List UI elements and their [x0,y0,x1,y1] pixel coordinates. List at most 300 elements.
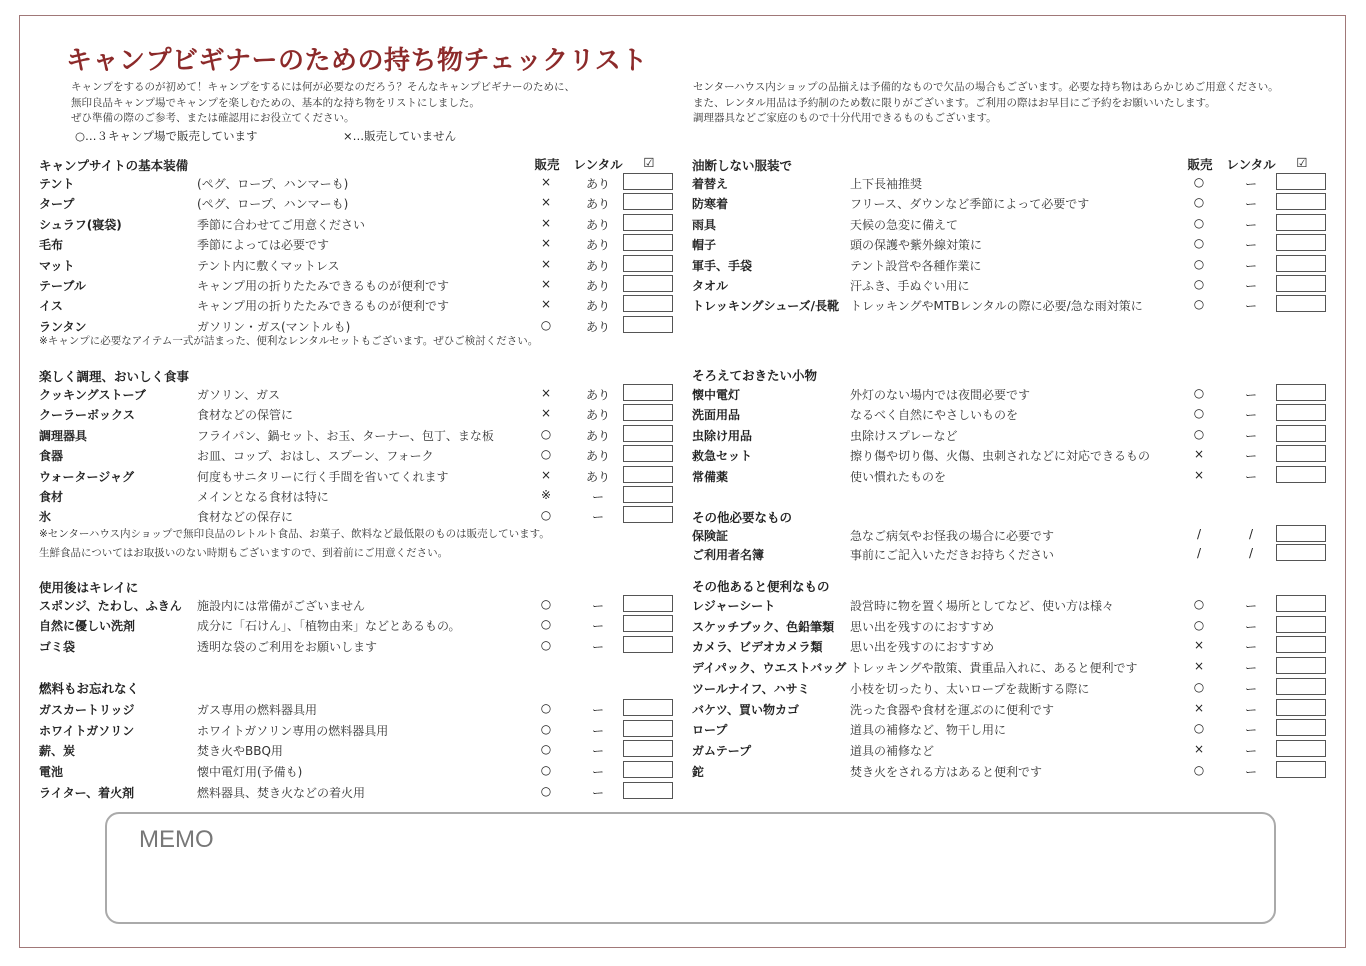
item-name: バケツ、買い物カゴ [692,702,800,717]
rental-status: ー [1244,197,1257,212]
item-description: フライパン、鍋セット、お玉、ターナー、包丁、まな板 [197,428,494,443]
item-name: ガスカートリッジ [39,703,135,717]
item-name: デイパック、ウエストバッグ [692,661,847,676]
check-box[interactable] [1276,544,1326,561]
sold-mark: / [1196,545,1202,560]
check-box[interactable] [623,316,673,333]
rental-status: ー [1244,258,1257,273]
sold-mark: × [540,277,552,291]
rental-status: ー [1244,723,1257,738]
checklist-row [39,595,679,615]
sold-mark: × [540,215,552,230]
rental-status: あり [585,197,610,212]
item-name: レジャーシート [692,599,776,613]
item-description: キャンプ用の折りたたみできるものが便利です [197,299,450,314]
item-description: トレッキングや散策、貴重品入れに、あると便利です [850,661,1138,676]
sold-mark: × [540,256,552,271]
intro-line: また、レンタル用品は予約制のため数に限りがございます。ご利用の際はお早目にご予約をお願いいたします。 [693,96,1216,109]
item-description: 事前にご記入いただきお持ちください [850,547,1055,562]
check-box[interactable] [1276,657,1326,674]
section-note: ※センターハウス内ショップで無印良品のレトルト食品、お菓子、飲料など最低限のものは販売しています。 [39,528,550,540]
item-description: 焚き火やBBQ用 [197,744,283,759]
checklist-row [692,193,1332,213]
check-box[interactable] [1276,525,1326,542]
item-name: クッキングストーブ [39,388,146,402]
check-box[interactable] [623,761,673,778]
item-name: イス [39,299,63,314]
check-box[interactable] [623,615,673,632]
rental-status: ー [1244,661,1257,676]
item-description: 食材などの保管に [197,408,294,423]
sold-mark: ○ [540,701,552,715]
rental-status: あり [585,469,610,484]
sold-mark: ○ [540,617,552,632]
rental-status: ー [1244,238,1257,253]
checklist-row [692,544,1332,564]
checklist-row [39,255,679,275]
sold-mark: ○ [540,742,552,757]
rental-status: ー [1244,640,1257,655]
item-name: スポンジ、たわし、ふきん [39,599,182,613]
rental-status: ー [1244,764,1257,779]
check-box[interactable] [623,384,673,401]
checklist-row [39,720,679,740]
item-description: なるべく自然にやさしいものを [850,408,1019,423]
checklist-row [39,506,679,526]
sold-mark: × [540,297,552,312]
item-description: 天候の急変に備えて [850,217,959,232]
intro-line: センターハウス内ショップの品揃えは予備的なもので欠品の場合もございます。必要な持ち物はあらかじめご用意ください。 [693,81,1279,93]
item-name: 着替え [692,177,729,191]
checklist-row [39,404,679,424]
rental-status: ー [1244,702,1257,717]
check-box[interactable] [1276,193,1326,210]
rental-status: ー [1244,428,1257,443]
check-box[interactable] [623,214,673,231]
item-name: テーブル [39,279,86,293]
sold-mark: × [540,195,552,210]
memo-label: MEMO [139,826,214,853]
sold-mark: × [1193,638,1205,653]
section-title: その他必要なもの [692,510,793,525]
check-box[interactable] [1276,740,1326,757]
item-description: 虫除けスプレーなど [850,428,958,443]
intro-left [71,80,575,127]
checklist-row [39,636,679,656]
item-name: 保険証 [692,529,729,543]
item-name: マット [39,258,75,273]
sold-mark: ○ [540,447,552,462]
checklist-row [692,214,1332,234]
rental-status: ー [1244,279,1257,293]
checklist-row [692,295,1332,315]
rental-status: あり [585,238,610,253]
rental-status: ー [591,619,604,634]
checklist-row [692,616,1332,636]
rental-status: あり [585,428,610,443]
checklist-row [692,719,1332,739]
item-description: (ペグ、ロープ、ハンマーも) [197,197,349,212]
item-description: テント設営や各種作業に [850,258,982,273]
sold-mark: ○ [540,597,552,611]
header-check: ☑ [1296,155,1308,170]
item-description: 施設内には常備がございません [197,599,366,613]
check-box[interactable] [623,275,673,292]
rental-status: ー [591,510,604,525]
check-box[interactable] [1276,173,1326,190]
item-name: タープ [39,197,75,212]
sold-mark: ○ [540,508,552,523]
item-description: 頭の保護や紫外線対策に [850,238,983,253]
check-box[interactable] [623,595,673,612]
rental-status: ー [1244,619,1257,634]
checklist-row [692,234,1332,254]
check-box[interactable] [623,234,673,251]
item-description: (ペグ、ロープ、ハンマーも) [197,177,349,191]
checklist-row [39,699,679,719]
sold-mark: ○ [1193,277,1205,291]
section-title: 使用後はキレイに [39,580,139,595]
sold-mark: ○ [1193,215,1205,230]
check-box[interactable] [1276,719,1326,736]
item-name: 軍手、手袋 [692,258,753,273]
rental-status: あり [585,388,610,402]
sold-mark: ○ [1193,256,1205,271]
section-title: その他あると便利なもの [692,579,830,594]
checklist-row [39,193,679,213]
rental-status: ー [591,490,604,504]
section-note: 生鮮食品についてはお取扱いのない時期もございますので、到着前にご用意ください。 [39,547,449,559]
item-description: 何度もサニタリーに行く手間を省いてくれます [197,469,449,484]
rental-status: ー [591,744,604,759]
item-description: 汗ふき、手ぬぐい用に [850,279,970,293]
check-box[interactable] [623,445,673,462]
section-title: 燃料もお忘れなく [39,681,140,696]
checklist-row [39,782,679,802]
page-title: キャンプビギナーのための持ち物チェックリスト [66,46,648,76]
rental-status: ー [1244,469,1257,484]
memo-box[interactable] [105,812,1276,924]
item-name: 調理器具 [39,428,88,443]
rental-status: ー [1244,217,1257,232]
item-description: 小枝を切ったり、太いロープを裁断する際に [850,681,1090,696]
check-box[interactable] [623,193,673,210]
item-description: 思い出を残すのにおすすめ [850,619,995,634]
check-box[interactable] [1276,445,1326,462]
item-description: 設営時に物を置く場所としてなど、使い方は様々 [850,599,1115,613]
item-name: 電池 [39,765,64,780]
sold-mark: ○ [1193,617,1205,632]
item-name: 薪、炭 [39,744,76,759]
checklist-row [692,445,1332,465]
sold-mark: ○ [540,317,552,332]
rental-status: あり [585,408,610,423]
sold-mark: ○ [1193,175,1205,189]
sold-mark: ○ [1193,297,1205,312]
sold-mark: ○ [540,637,552,652]
check-box[interactable] [623,636,673,653]
sold-mark: ○ [540,721,552,736]
check-box[interactable] [1276,425,1326,442]
rental-status: ー [1244,177,1257,191]
check-box[interactable] [1276,466,1326,483]
header-sold: 販売 [1187,157,1213,172]
item-name: 鉈 [692,764,705,779]
check-box[interactable] [623,404,673,421]
item-name: ウォータージャグ [39,469,135,484]
intro-line: キャンプをするのが初めて！キャンプをするには何が必要なのだろう？そんなキャンプビギナーのために、 [71,81,575,93]
check-box[interactable] [1276,214,1326,231]
rental-status: あり [585,258,610,273]
item-name: タオル [692,279,729,293]
header-rental: レンタル [1226,157,1276,172]
sold-mark: × [1193,447,1205,462]
sold-mark: × [540,386,552,400]
item-name: ホワイトガソリン [39,723,135,738]
check-box[interactable] [623,466,673,483]
checklist-row [692,275,1332,295]
sold-mark: ○ [1193,721,1205,736]
sold-mark: / [1196,527,1202,541]
item-name: ランタン [39,319,87,334]
item-name: 食器 [39,449,64,464]
item-name: 氷 [39,510,52,525]
item-description: 食材などの保存に [197,510,294,525]
item-name: 帽子 [692,238,717,253]
rental-status: あり [585,177,610,191]
item-name: 救急セット [692,449,753,464]
rental-status: ー [1244,388,1257,402]
check-box[interactable] [1276,234,1326,251]
checklist-row [692,595,1332,615]
item-description: 季節に合わせてご用意ください [197,217,366,232]
check-box[interactable] [623,720,673,737]
sold-mark: × [1193,700,1205,715]
checklist-row [39,615,679,635]
item-description: ガソリン・ガス(マントルも) [197,319,351,334]
sold-mark: ○ [1193,426,1205,441]
rental-status: あり [585,449,610,464]
check-box[interactable] [1276,275,1326,292]
check-box[interactable] [623,740,673,757]
rental-status: / [1248,527,1254,541]
intro-line: ぜひ準備の際のご参考、または確認用にお役立てください。 [71,112,355,124]
item-name: ツールナイフ、ハサミ [692,681,810,696]
sold-mark: ○ [1193,762,1205,777]
checklist-row [692,466,1332,486]
sold-mark: × [1193,741,1205,756]
rental-status: ー [591,723,604,738]
sold-mark: × [540,467,552,482]
legend-not-sold: ×…販売していません [343,129,457,143]
rental-status: ー [591,785,604,800]
check-box[interactable] [623,782,673,799]
rental-status: あり [585,217,610,232]
item-description: ホワイトガソリン専用の燃料器具用 [197,723,389,738]
check-box[interactable] [1276,699,1326,716]
rental-status: ー [591,639,604,654]
item-description: 焚き火をされる方はあると便利です [850,764,1043,779]
item-description: 上下長袖推奨 [850,177,923,191]
checklist-row [39,761,679,781]
item-description: フリース、ダウンなど季節によって必要です [850,197,1090,212]
checklist-row [39,445,679,465]
item-description: 道具の補修など [850,743,935,758]
item-name: 懐中電灯 [692,388,741,402]
rental-status: ー [1244,681,1257,696]
item-name: 防寒着 [692,197,729,212]
sold-mark: ○ [1193,597,1205,611]
item-description: メインとなる食材は特に [197,490,329,504]
sold-mark: ○ [1193,236,1205,251]
item-name: 虫除け用品 [692,428,753,443]
sold-mark: × [540,406,552,421]
rental-status: ー [591,703,604,717]
item-description: 外灯のない場内では夜間必要です [850,388,1031,402]
item-name: カメラ、ビデオカメラ類 [692,640,823,655]
check-box[interactable] [623,173,673,190]
item-description: 思い出を残すのにおすすめ [850,640,995,655]
item-name: クーラーボックス [39,408,135,423]
header-sold: 販売 [534,157,560,172]
section-title: 楽しく調理、おいしく食事 [39,369,190,384]
item-description: 急なご病気やお怪我の場合に必要です [850,529,1055,543]
checklist-row [39,486,679,506]
item-name: トレッキングシューズ/長靴 [692,299,840,314]
intro-line: 調理器具などご家庭のもので十分代用できるものもございます。 [693,112,997,124]
item-name: 常備薬 [692,469,729,484]
check-box[interactable] [623,486,673,503]
item-description: 洗った食器や食材を運ぶのに便利です [850,702,1055,717]
sold-mark: ○ [540,426,552,441]
checklist-row [692,404,1332,424]
item-name: 洗面用品 [692,408,741,423]
check-box[interactable] [623,506,673,523]
item-name: ガムテープ [692,743,752,758]
legend-sold: ○…３キャンプ場で販売しています [75,129,258,143]
item-name: ゴミ袋 [39,639,76,654]
sold-mark: ○ [540,763,552,778]
check-box[interactable] [1276,616,1326,633]
item-name: 雨具 [692,217,717,232]
rental-status: あり [585,319,610,334]
sold-mark: × [540,236,552,251]
item-description: ガソリン、ガス [197,388,281,402]
check-box[interactable] [623,295,673,312]
item-description: 成分に「石けん」、「植物由来」などとあるもの。 [197,619,461,634]
item-description: 道具の補修など、物干し用に [850,723,1007,738]
item-description: 燃料器具、焚き火などの着火用 [197,785,366,800]
item-description: 使い慣れたものを [850,469,947,484]
sold-mark: ○ [1193,386,1205,400]
checklist-row [692,740,1332,760]
rental-status: ー [1244,449,1257,464]
intro-right [693,80,1279,127]
checklist-row [39,384,679,404]
rental-status: ー [591,765,604,780]
item-name: スケッチブック、色鉛筆類 [692,619,835,634]
sold-mark: × [1193,659,1205,674]
item-name: シュラフ(寝袋) [39,217,122,232]
checklist-row [692,636,1332,656]
rental-status: あり [585,299,610,314]
checklist-row [39,275,679,295]
check-box[interactable] [1276,295,1326,312]
check-box[interactable] [623,699,673,716]
item-description: 懐中電灯用(予備も) [197,765,303,780]
sold-mark: ○ [1193,679,1205,694]
item-description: 透明な袋のご利用をお願いします [197,639,378,654]
check-box[interactable] [1276,636,1326,653]
checklist-row [39,740,679,760]
rental-status: ー [591,599,604,613]
item-description: キャンプ用の折りたたみできるものが便利です [197,279,450,293]
rental-status: あり [585,279,610,293]
checklist-row [692,678,1332,698]
sold-mark: ○ [1193,195,1205,210]
section-title: 油断しない服装で [692,158,793,173]
rental-status: ー [1244,743,1257,758]
item-description: トレッキングやMTBレンタルの際に必要/急な雨対策に [850,299,1143,314]
rental-status: / [1248,545,1254,560]
sold-mark: ※ [540,488,552,502]
rental-status: ー [1244,299,1257,314]
sold-mark: ○ [540,783,552,798]
checklist-row [692,699,1332,719]
section-note: ※キャンプに必要なアイテム一式が詰まった、便利なレンタルセットもございます。ぜひご検討ください。 [39,335,539,347]
item-name: 毛布 [39,238,64,253]
checklist-row [692,761,1332,781]
checklist-row [692,425,1332,445]
checklist-row [39,234,679,254]
item-name: ロープ [692,723,728,738]
checklist-row [39,295,679,315]
check-box[interactable] [1276,678,1326,695]
rental-status: ー [1244,599,1257,613]
checklist-row [692,255,1332,275]
header-rental: レンタル [573,157,623,172]
item-name: 自然に優しい洗剤 [39,619,136,634]
section-title: そろえておきたい小物 [692,368,818,383]
check-box[interactable] [623,255,673,272]
check-box[interactable] [1276,595,1326,612]
sold-mark: × [540,175,552,189]
sold-mark: × [1193,467,1205,482]
checklist-row [692,525,1332,545]
checklist-row [692,657,1332,677]
checklist-row [39,173,679,193]
item-name: 食材 [39,490,64,504]
item-name: ご利用者名簿 [692,547,765,562]
rental-status: ー [1244,408,1257,423]
check-box[interactable] [1276,255,1326,272]
checklist-row [692,384,1332,404]
check-box[interactable] [1276,404,1326,421]
sold-mark: ○ [1193,406,1205,421]
item-description: お皿、コップ、おはし、スプーン、フォーク [197,449,434,464]
check-box[interactable] [1276,761,1326,778]
item-description: テント内に敷くマットレス [197,258,340,273]
check-box[interactable] [1276,384,1326,401]
check-box[interactable] [623,425,673,442]
item-name: ライター、着火剤 [39,785,135,800]
checklist-row [39,425,679,445]
checklist-row [39,466,679,486]
section-title: キャンプサイトの基本装備 [39,158,189,173]
checklist-row [692,173,1332,193]
checklist-row [39,214,679,234]
item-name: テント [39,177,75,191]
